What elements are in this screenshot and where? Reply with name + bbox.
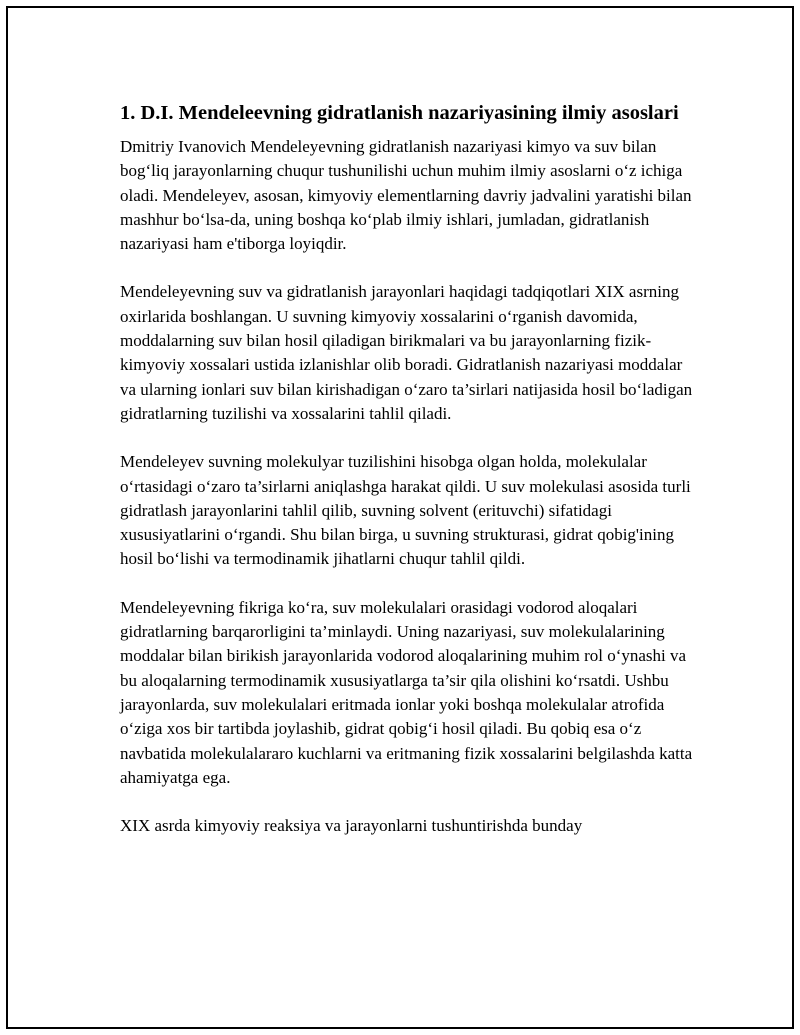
paragraph-3: Mendeleyev suvning molekulyar tuzilishini hisobga olgan holda, molekulalar o‘rtasidagi o‘zaro ta’sirlarni aniqlashga harakat qildi. U suv molekulasi asosida turli gidratlash jarayonlarini tahlil qilib, suvning solvent (erituvchi) sifatidagi xususiyatlarini o‘rgandi. Shu bilan birga, u suvning strukturasi, gidrat qobig'ining hosil bo‘lishi va termodinamik jihatlarni chuqur tahlil qildi. <box>120 452 691 569</box>
section-heading: 1. D.I. Mendeleevning gidratlanish nazariyasining ilmiy asoslari <box>120 102 679 124</box>
paragraph-5: XIX asrda kimyoviy reaksiya va jarayonlarni tushuntirishda bunday <box>120 816 583 836</box>
paragraph-1: Dmitriy Ivanovich Mendeleyevning gidratlanish nazariyasi kimyo va suv bilan bog‘liq jarayonlarning chuqur tushunilishi uchun muhim ilmiy asoslarni o‘z ichiga oladi. Mendeleyev, asosan, kimyoviy elementlarning davriy jadvalini yaratishi bilan mashhur bo‘lsa-da, uning boshqa ko‘plab ilmiy ishlari, jumladan, gidratlanish nazariyasi ham e'tiborga loyiqdir. <box>120 137 692 254</box>
paragraph-2: Mendeleyevning suv va gidratlanish jarayonlari haqidagi tadqiqotlari XIX asrning oxirlarida boshlangan. U suvning kimyoviy xossalarini o‘rganish davomida, moddalarning suv bilan hosil qiladigan birikmalari va bu jarayonlarning fizik-kimyoviy xossalari ustida izlanishlar olib boradi. Gidratlanish nazariyasi moddalar va ularning ionlari suv bilan kirishadigan o‘zaro ta’sirlari natijasida hosil bo‘ladigan gidratlarning tuzilishi va xossalarini tahlil qiladi. <box>120 282 693 423</box>
document-body <box>120 100 700 862</box>
document-page <box>6 6 794 1029</box>
paragraph-4: Mendeleyevning fikriga ko‘ra, suv molekulalari orasidagi vodorod aloqalari gidratlarning barqarorligini ta’minlaydi. Uning nazariyasi, suv molekulalarining moddalar bilan birikish jarayonlarida vodorod aloqalarining muhim rol o‘ynashi va bu aloqalarning termodinamik xususiyatlarga ta’sir qila olishini ko‘rsatdi. Ushbu jarayonlarda, suv molekulalari eritmada ionlar yoki boshqa molekulalar atrofida o‘ziga xos bir tartibda joylashib, gidrat qobig‘i hosil qiladi. Bu qobiq esa o‘z navbatida molekulalararo kuchlarni va eritmaning fizik xossalarini belgilashda katta ahamiyatga ega. <box>120 597 693 787</box>
